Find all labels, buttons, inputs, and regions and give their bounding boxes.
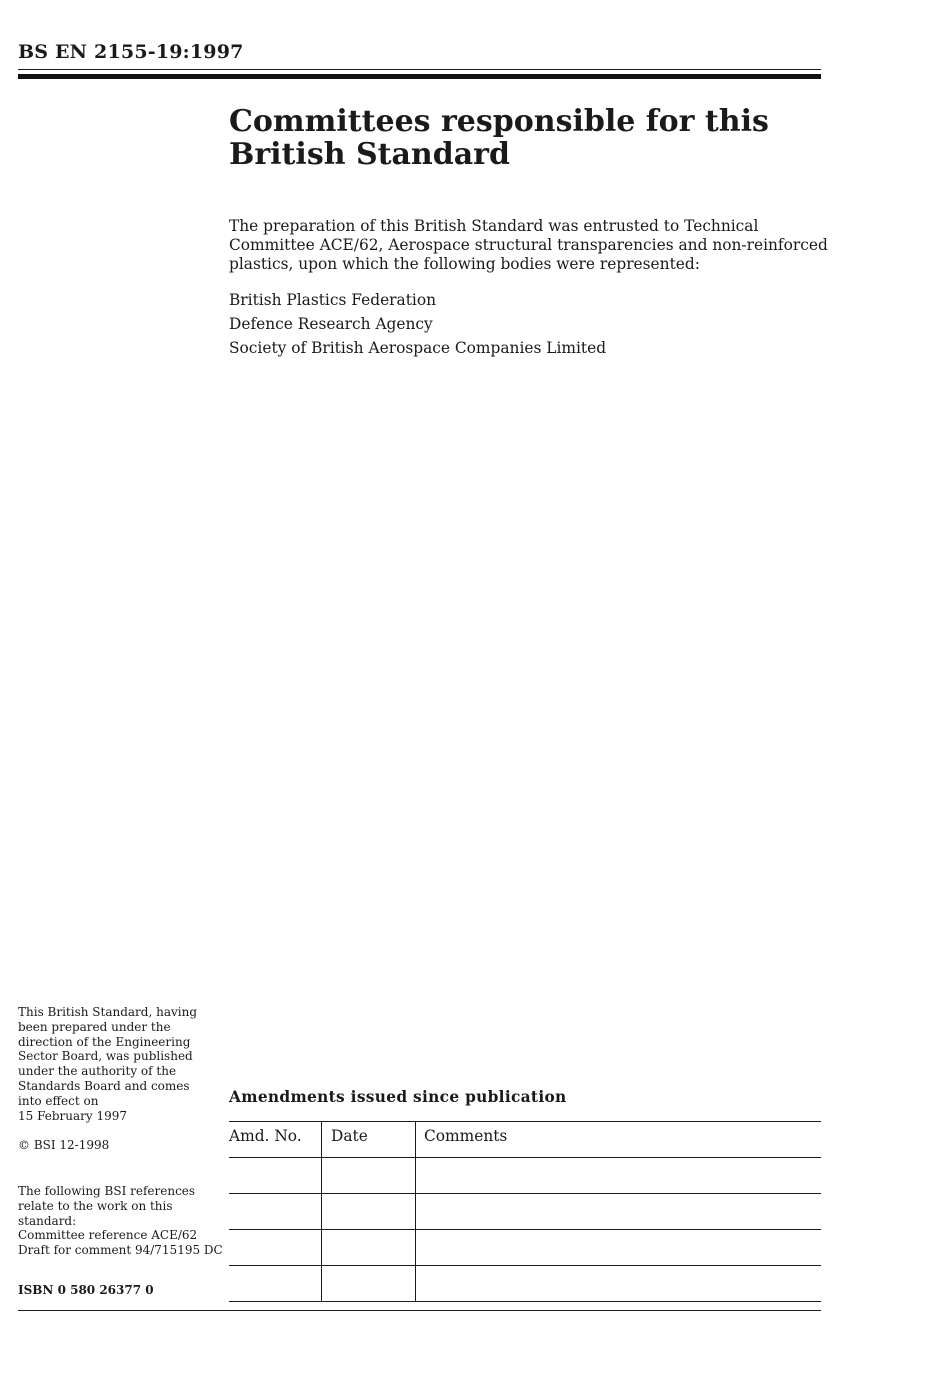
isbn: ISBN 0 580 26377 0: [18, 1283, 154, 1297]
publication-line: Standards Board and comes: [18, 1078, 190, 1093]
table-header-row: [229, 1122, 821, 1158]
date-cell: [322, 1230, 416, 1266]
table-row: [229, 1266, 821, 1302]
date-cell: [322, 1158, 416, 1194]
comments-cell: [416, 1230, 822, 1266]
publication-line: This British Standard, having: [18, 1005, 198, 1019]
title-line-1: Committees responsible for this: [229, 104, 769, 139]
reference-line: The following BSI references: [18, 1184, 196, 1198]
represented-bodies-list: [229, 289, 606, 361]
page-title: [229, 105, 789, 171]
reference-line: relate to the work on this: [18, 1198, 173, 1213]
reference-line: standard:: [18, 1213, 77, 1228]
reference-line: Draft for comment 94/715195 DC: [18, 1243, 223, 1258]
column-header-amd-no: Amd. No.: [229, 1122, 322, 1158]
amd-no-cell: [229, 1266, 322, 1302]
table-row: [229, 1194, 821, 1230]
publication-line: been prepared under the: [18, 1019, 171, 1034]
body-item: Defence Research Agency: [229, 315, 433, 333]
body-item: British Plastics Federation: [229, 291, 436, 309]
footer-rule: [18, 1310, 821, 1311]
bsi-references: [18, 1184, 223, 1258]
publication-line: Sector Board, was published: [18, 1049, 193, 1064]
column-header-comments: Comments: [416, 1122, 822, 1158]
amendments-heading: Amendments issued since publication: [229, 1088, 567, 1106]
header-rule-thin: [18, 69, 821, 70]
publication-line: under the authority of the: [18, 1064, 177, 1079]
date-cell: [322, 1266, 416, 1302]
comments-cell: [416, 1266, 822, 1302]
amendments-table: [229, 1121, 821, 1302]
publication-note: [18, 1005, 223, 1123]
amd-no-cell: [229, 1158, 322, 1194]
copyright: © BSI 12-1998: [18, 1138, 110, 1152]
body-item: Society of British Aerospace Companies Limited: [229, 339, 607, 357]
comments-cell: [416, 1194, 822, 1230]
title-line-2: British Standard: [229, 137, 510, 172]
column-header-date: Date: [322, 1122, 416, 1158]
document-code: BS EN 2155-19:1997: [18, 41, 244, 63]
header-rule-thick: [18, 74, 821, 79]
publication-line: direction of the Engineering: [18, 1034, 191, 1049]
amd-no-cell: [229, 1230, 322, 1266]
reference-line: Committee reference ACE/62: [18, 1228, 198, 1243]
amd-no-cell: [229, 1194, 322, 1230]
table-row: [229, 1158, 821, 1194]
intro-paragraph: The preparation of this British Standard was entrusted to Technical Committee ACE/62, Aerospace structural transparencies and non-reinforced plastics, upon which the following bodies were represented:: [229, 217, 828, 273]
publication-line: 15 February 1997: [18, 1108, 128, 1123]
date-cell: [322, 1194, 416, 1230]
table-row: [229, 1230, 821, 1266]
comments-cell: [416, 1158, 822, 1194]
publication-line: into effect on: [18, 1093, 99, 1108]
